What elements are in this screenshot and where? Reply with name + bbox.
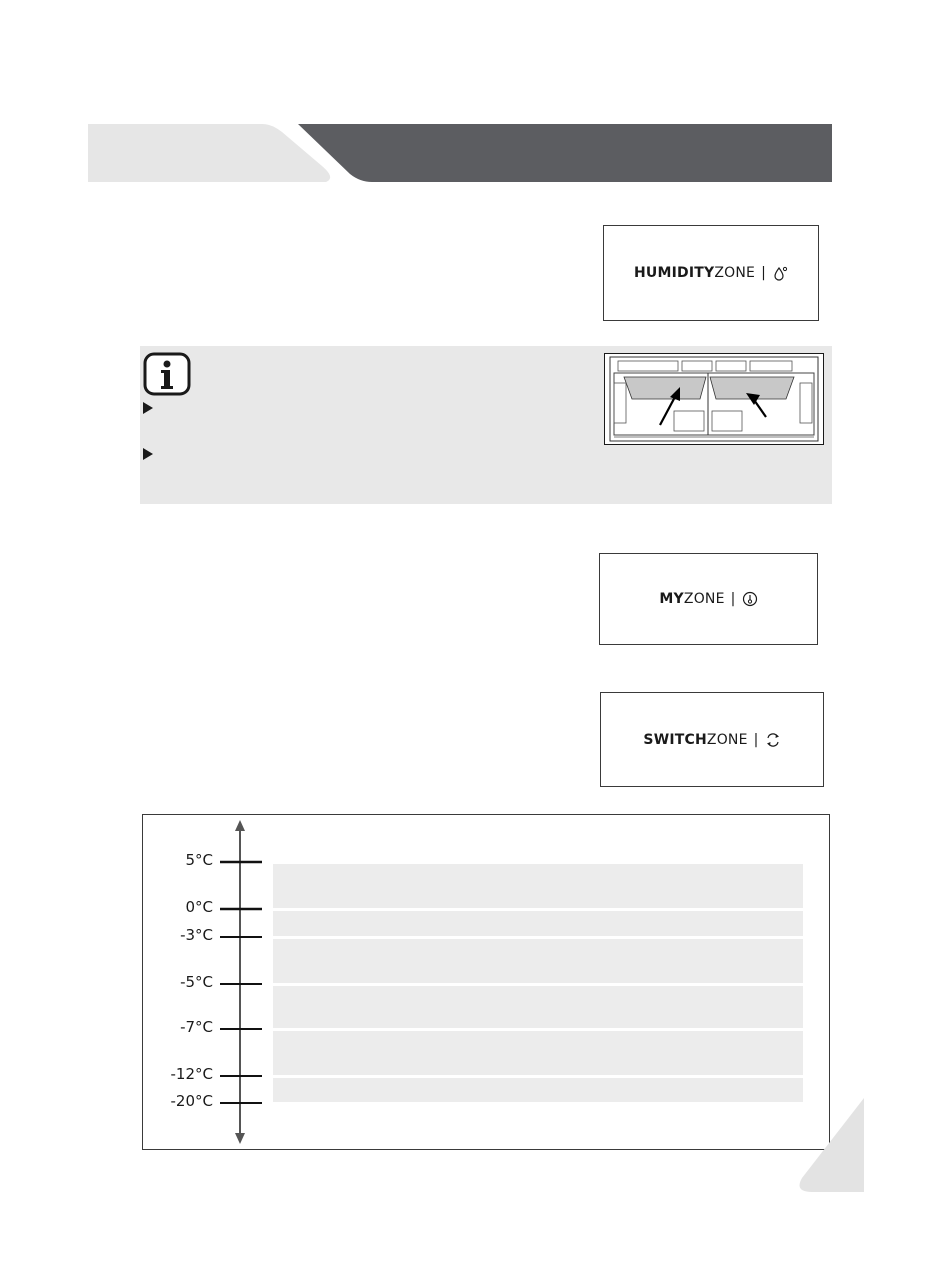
temperature-band-6 [273, 1078, 803, 1102]
switchzone-label [643, 732, 780, 748]
humidityzone-strong: HUMIDITY [634, 265, 715, 281]
header-light-tab [88, 124, 330, 182]
myzone-label-box [599, 553, 818, 645]
myzone-light: ZONE [683, 591, 725, 607]
temperature-band-3 [273, 939, 803, 983]
page-corner-tab [790, 1098, 864, 1192]
switchzone-light: ZONE [706, 731, 748, 748]
humidityzone-light: ZONE [714, 265, 756, 281]
myzone-label [659, 591, 757, 607]
humidityzone-label [634, 265, 788, 281]
header-band [0, 0, 950, 190]
axis-arrow-down-icon [235, 1133, 245, 1144]
temperature-tick-label: 0°C [185, 898, 213, 916]
bullet-arrow-icon [143, 402, 153, 414]
temperature-axis-graphic [143, 815, 831, 1151]
switchzone-separator: | [753, 731, 759, 748]
temperature-tick-label: -12°C [170, 1065, 213, 1083]
switchzone-strong: SWITCH [643, 731, 707, 748]
myzone-dial-icon [742, 591, 758, 607]
info-icon [143, 352, 191, 396]
temperature-band-4 [273, 986, 803, 1028]
fridge-interior-drawing [604, 353, 824, 445]
temperature-tick-label: 5°C [185, 851, 213, 869]
myzone-separator: | [730, 591, 736, 607]
temperature-band-2 [273, 911, 803, 936]
temperature-tick-label: -5°C [180, 973, 213, 991]
switchzone-label-box [600, 692, 824, 787]
temperature-tick-label: -20°C [170, 1092, 213, 1110]
temperature-tick-label: -7°C [180, 1018, 213, 1036]
temperature-band-5 [273, 1031, 803, 1075]
myzone-strong: MY [659, 591, 684, 607]
header-dark-bar [298, 124, 832, 182]
temperature-range-chart [142, 814, 830, 1150]
temperature-band-1 [273, 864, 803, 908]
humidity-drop-icon [772, 265, 788, 281]
temperature-tick-label: -3°C [180, 926, 213, 944]
switch-arrows-icon [765, 732, 781, 748]
axis-arrow-up-icon [235, 820, 245, 831]
bullet-arrow-icon [143, 448, 153, 460]
humidityzone-label-box [603, 225, 819, 321]
humidityzone-separator: | [761, 265, 766, 281]
